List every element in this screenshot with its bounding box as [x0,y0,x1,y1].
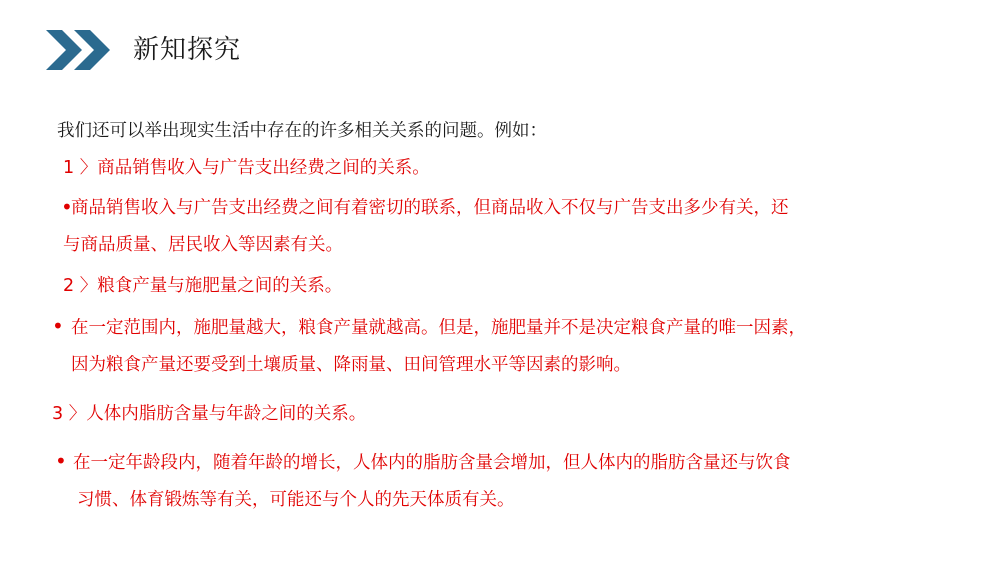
item3-detail-line2: 习惯、体育锻炼等有关，可能还与个人的先天体质有关。 [77,490,515,510]
item3-heading: 3 〉人体内脂肪含量与年龄之间的关系。 [52,404,367,424]
item2-detail-line2: 因为粮食产量还要受到土壤质量、降雨量、田间管理水平等因素的影响。 [71,355,631,375]
item1-heading: 1 〉商品销售收入与广告支出经费之间的关系。 [63,158,430,178]
intro-text: 我们还可以举出现实生活中存在的许多相关关系的问题。例如： [57,121,547,141]
item1-detail-line2: 与商品质量、居民收入等因素有关。 [63,235,343,255]
double-chevron-right-icon [46,30,114,70]
bullet-icon: • [55,449,67,473]
item3-detail-line1: 在一定年龄段内，随着年龄的增长，人体内的脂肪含量会增加，但人体内的脂肪含量还与饮食 [73,453,791,473]
item2-detail-line1: 在一定范围内，施肥量越大，粮食产量就越高。但是，施肥量并不是决定粮食产量的唯一因素， [71,318,806,338]
bullet-icon: • [52,314,64,338]
page-title: 新知探究 [133,35,242,65]
item2-heading: 2 〉粮食产量与施肥量之间的关系。 [63,276,343,296]
item1-detail-line1: 商品销售收入与广告支出经费之间有着密切的联系，但商品收入不仅与广告支出多少有关，还 [71,198,789,218]
bullet-icon: • [61,195,73,219]
